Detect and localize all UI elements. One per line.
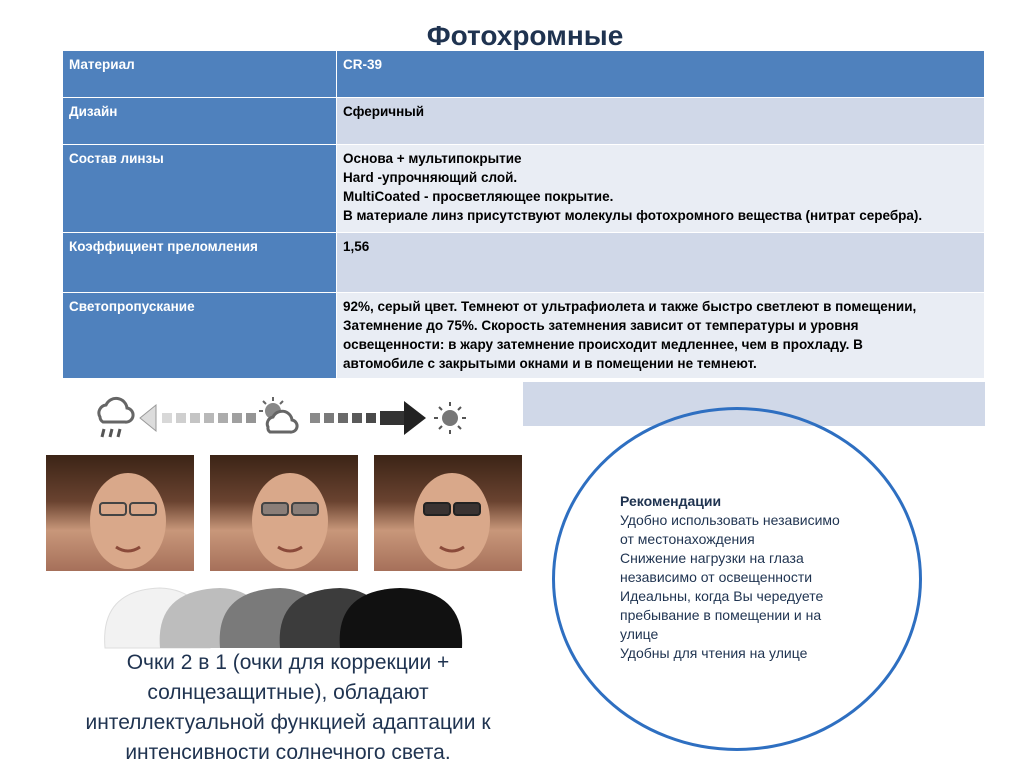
recommendation-line: независимо от освещенности	[620, 569, 813, 585]
caption: Очки 2 в 1 (очки для коррекции + солнцезащитные), обладают интеллектуальной функцией адаптации к интенсивности солнечного света.	[85, 651, 491, 764]
table-row	[63, 51, 985, 98]
row-value: CR-39	[337, 51, 985, 98]
portrait-photo	[210, 455, 358, 571]
recommendation-line: улице	[620, 626, 659, 642]
table-row	[63, 98, 985, 145]
row-key: Светопропускание	[63, 293, 337, 379]
table-row	[63, 145, 985, 233]
recommendation-line: пребывание в помещении и на	[620, 607, 822, 623]
page-title: Фотохромные	[426, 20, 624, 51]
table-row	[63, 233, 985, 293]
recommendation-line: Идеальны, когда Вы чередуете	[620, 588, 824, 604]
recommendation-line: Снижение нагрузки на глаза	[620, 550, 804, 566]
arrow-right-icon	[310, 401, 426, 435]
lens-samples	[100, 580, 470, 650]
photo-strip	[46, 455, 522, 571]
row-key: Дизайн	[63, 98, 337, 145]
recommendation-line: Удобны для чтения на улице	[620, 645, 808, 661]
weather-strip	[90, 393, 480, 443]
portrait-photo	[46, 455, 194, 571]
recommendation-line: от местонахождения	[620, 531, 755, 547]
portrait-photo	[374, 455, 522, 571]
sun-cloud-icon	[259, 397, 297, 432]
spec-table	[62, 50, 985, 379]
recommendations	[620, 492, 880, 663]
sun-icon	[434, 402, 466, 434]
row-key: Коэффициент преломления	[63, 233, 337, 293]
arrow-left-icon	[140, 405, 256, 431]
row-key: Материал	[63, 51, 337, 98]
row-key: Состав линзы	[63, 145, 337, 233]
rain-cloud-icon	[99, 398, 133, 437]
row-value: Сферичный	[337, 98, 985, 145]
recommendation-line: Удобно использовать независимо	[620, 512, 840, 528]
table-row	[63, 293, 985, 379]
recommendations-heading: Рекомендации	[620, 493, 722, 509]
row-value: 92%, серый цвет. Темнеют от ультрафиолета и также быстро светлеют в помещении, Затемнение до 75%. Скорость затемнения зависит от температуры и уровня освещенности: в жару затемнение происходит медленнее, чем в прохладу. В автомобиле с закрытыми окнами и в помещении не темнеют.	[337, 293, 985, 379]
row-value: 1,56	[337, 233, 985, 293]
row-value: Основа + мультипокрытие Hard -упрочняющий слой. MultiCoated - просветляющее покрытие. В материале линз присутствуют молекулы фотохромного вещества (нитрат серебра).	[337, 145, 985, 233]
